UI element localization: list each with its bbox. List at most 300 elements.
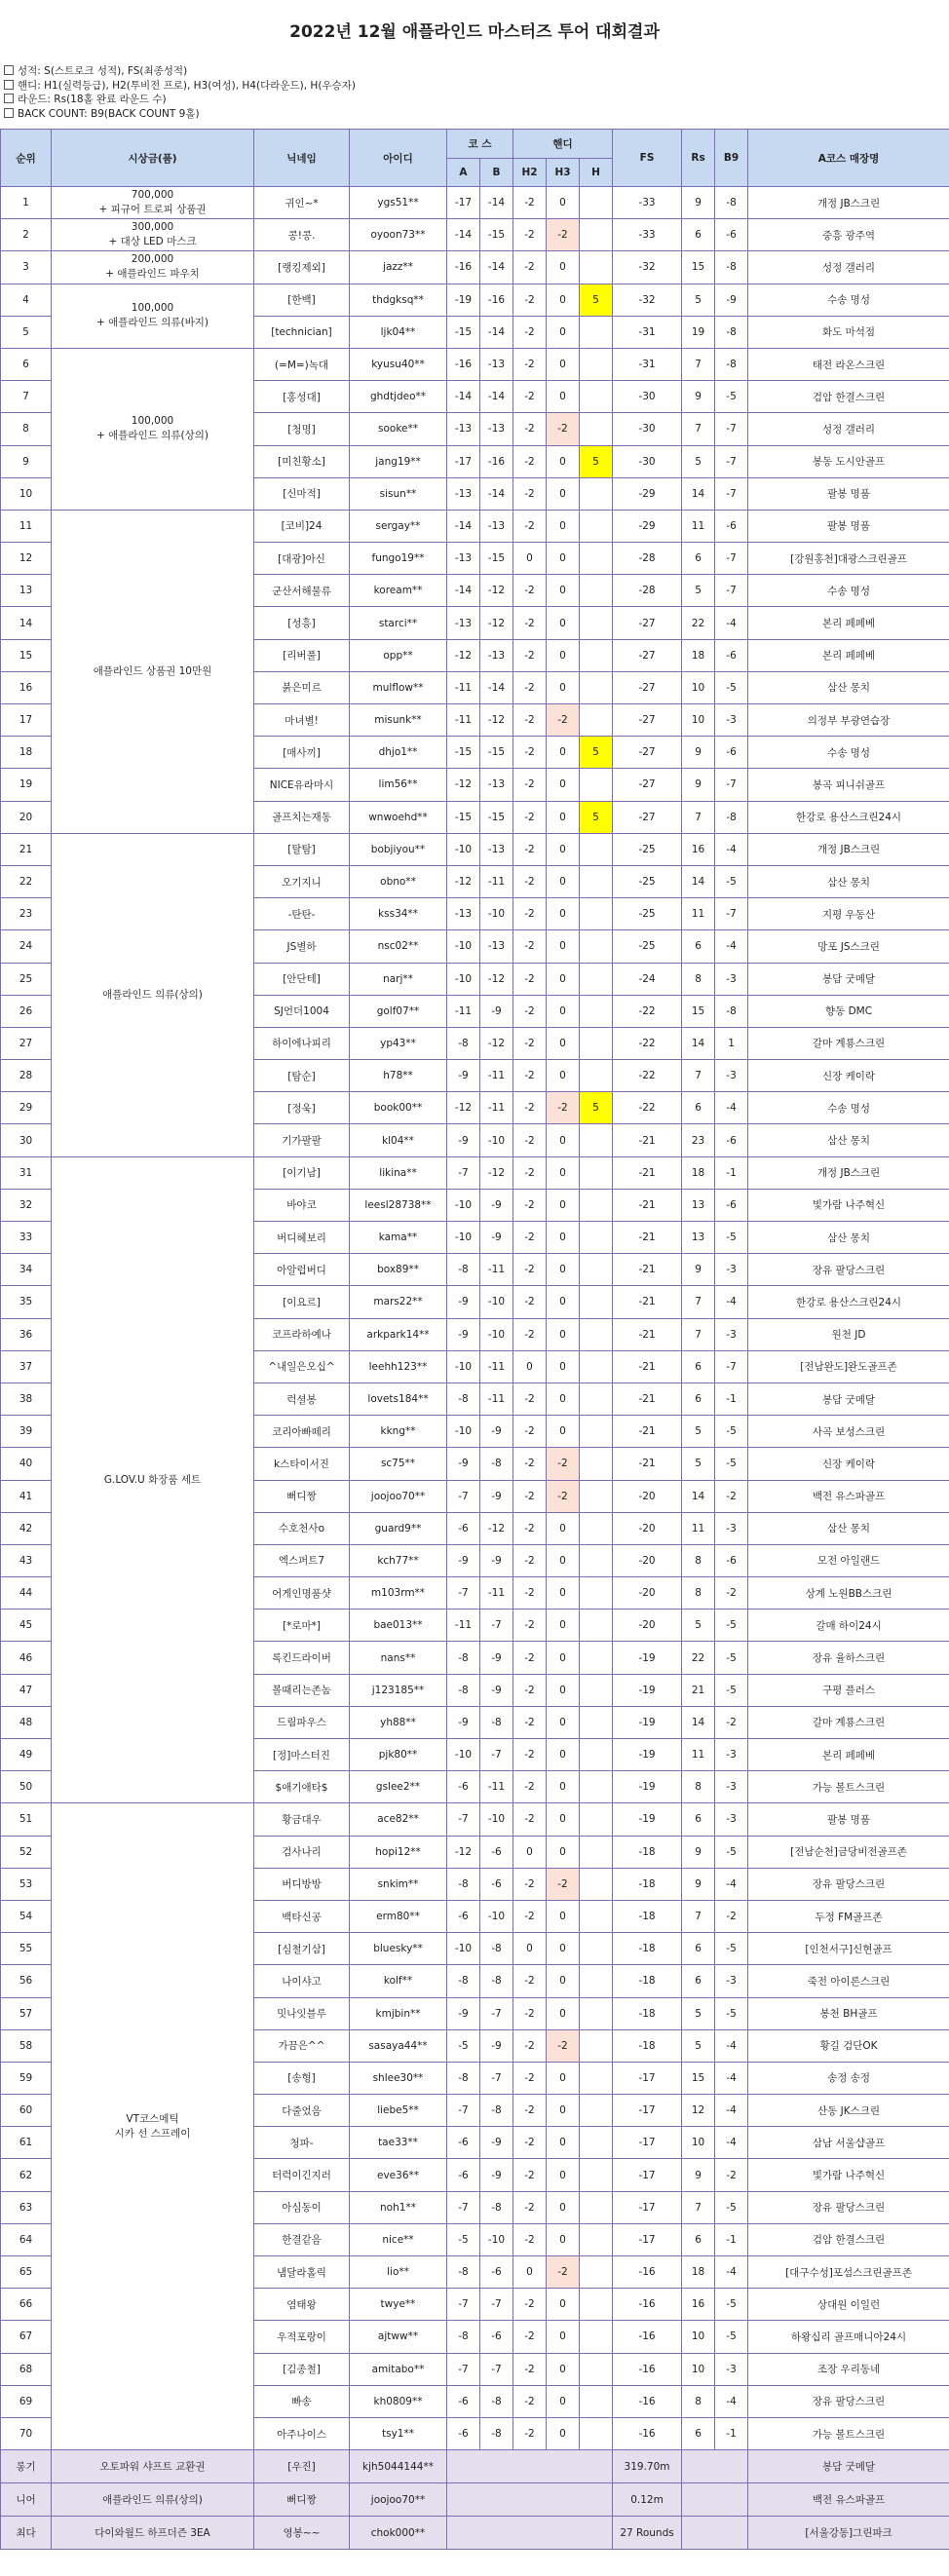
table-row (1, 1803, 949, 1836)
nickname-cell: [대광]아신 (254, 543, 350, 575)
fs-cell: -24 (613, 963, 682, 995)
fs-cell: -18 (613, 1900, 682, 1932)
rank-cell: 54 (1, 1900, 52, 1932)
table-row (1, 251, 949, 284)
handi-h2-cell: -2 (513, 963, 547, 995)
handi-h3-cell: 0 (547, 1739, 580, 1771)
nickname-cell: [탐순] (254, 1060, 350, 1092)
score-a-cell: -12 (447, 1092, 480, 1124)
handi-h2-cell: -2 (513, 995, 547, 1027)
handi-h3-cell: 0 (547, 1222, 580, 1254)
rank-cell: 1 (1, 187, 52, 219)
b9-cell: -6 (715, 1189, 748, 1221)
score-a-cell: -15 (447, 737, 480, 769)
handi-h-cell (580, 1868, 613, 1900)
id-cell: kmjbin** (350, 1997, 447, 2029)
b9-cell: -4 (715, 607, 748, 639)
fs-cell: -28 (613, 575, 682, 607)
store-cell: 수송 명성 (748, 575, 949, 607)
handi-h3-cell: 0 (547, 995, 580, 1027)
handi-h-cell (580, 833, 613, 865)
score-b-cell: -7 (480, 2062, 513, 2094)
fs-cell: -25 (613, 833, 682, 865)
rank-cell: 67 (1, 2321, 52, 2353)
store-cell: 의정부 부광연습장 (748, 704, 949, 737)
score-a-cell: -6 (447, 2159, 480, 2191)
fs-cell: -18 (613, 2029, 682, 2062)
handi-h-cell (580, 187, 613, 219)
score-b-cell: -7 (480, 2289, 513, 2321)
nickname-cell: [송형] (254, 2062, 350, 2094)
store-cell: 빛가람 나주혁신 (748, 2159, 949, 2191)
nickname-cell: [탈탐] (254, 833, 350, 865)
score-a-cell: -8 (447, 1027, 480, 1059)
award-store-cell: 백전 유스파골프 (748, 2483, 949, 2517)
fs-cell: -27 (613, 737, 682, 769)
rank-cell: 14 (1, 607, 52, 639)
rank-cell: 7 (1, 381, 52, 413)
store-cell: 중흥 광주역 (748, 219, 949, 251)
id-cell: bobjiyou** (350, 833, 447, 865)
handi-h-cell (580, 413, 613, 445)
rank-cell: 45 (1, 1610, 52, 1642)
id-cell: golf07** (350, 995, 447, 1027)
b9-cell: -4 (715, 1286, 748, 1318)
id-cell: shlee30** (350, 2062, 447, 2094)
id-cell: guard9** (350, 1512, 447, 1544)
rank-cell: 27 (1, 1027, 52, 1059)
table-row (1, 219, 949, 251)
score-a-cell: -7 (447, 1577, 480, 1610)
fs-cell: -27 (613, 801, 682, 833)
handi-h-cell (580, 1124, 613, 1156)
handi-h3-cell: 0 (547, 1318, 580, 1350)
handi-h-cell (580, 639, 613, 671)
rs-cell: 6 (682, 1383, 715, 1415)
handi-h-cell (580, 1803, 613, 1836)
handi-h-cell: 5 (580, 445, 613, 477)
header-h2: H2 (513, 159, 547, 187)
fs-cell: -21 (613, 1222, 682, 1254)
score-b-cell: -11 (480, 865, 513, 897)
handi-h2-cell: -2 (513, 898, 547, 930)
nickname-cell: [*로마*] (254, 1610, 350, 1642)
handi-h3-cell: -2 (547, 1092, 580, 1124)
nickname-cell: [정욱] (254, 1092, 350, 1124)
handi-h2-cell: -2 (513, 1156, 547, 1189)
b9-cell: -6 (715, 1544, 748, 1576)
rs-cell: 10 (682, 671, 715, 703)
id-cell: twye** (350, 2289, 447, 2321)
prize-cell: 100,000 + 애플라인드 의류(바지) (52, 284, 254, 348)
handi-h3-cell: 0 (547, 833, 580, 865)
b9-cell: -4 (715, 833, 748, 865)
handi-h3-cell: 0 (547, 2095, 580, 2127)
handi-h2-cell: -2 (513, 1997, 547, 2029)
nickname-cell: [이요르] (254, 1286, 350, 1318)
nickname-cell: 군산서해물류 (254, 575, 350, 607)
fs-cell: -33 (613, 187, 682, 219)
fs-cell: -19 (613, 1771, 682, 1803)
handi-h2-cell: -2 (513, 769, 547, 801)
score-a-cell: -5 (447, 2029, 480, 2062)
nickname-cell: 버디헤보리 (254, 1222, 350, 1254)
handi-h-cell (580, 1610, 613, 1642)
fs-cell: -16 (613, 2256, 682, 2289)
rank-cell: 68 (1, 2353, 52, 2385)
b9-cell: -8 (715, 251, 748, 284)
b9-cell: -1 (715, 2417, 748, 2449)
handi-h3-cell: 0 (547, 1189, 580, 1221)
store-cell: 산동 JK스크린 (748, 2095, 949, 2127)
score-b-cell: -12 (480, 1027, 513, 1059)
handi-h3-cell: 0 (547, 930, 580, 963)
handi-h2-cell: -2 (513, 1448, 547, 1480)
fs-cell: -20 (613, 1512, 682, 1544)
rs-cell: 9 (682, 737, 715, 769)
rs-cell: 11 (682, 898, 715, 930)
fs-cell: -21 (613, 1350, 682, 1383)
id-cell: kkng** (350, 1416, 447, 1448)
handi-h-cell: 5 (580, 737, 613, 769)
nickname-cell: 아주나이스 (254, 2417, 350, 2449)
store-cell: 삼산 몽치 (748, 1124, 949, 1156)
header-rank: 순위 (1, 130, 52, 187)
store-cell: 화도 마석점 (748, 316, 949, 348)
score-b-cell: -14 (480, 671, 513, 703)
store-cell: 본리 페페베 (748, 607, 949, 639)
rank-cell: 22 (1, 865, 52, 897)
b9-cell: -3 (715, 1318, 748, 1350)
id-cell: pjk80** (350, 1739, 447, 1771)
id-cell: tsy1** (350, 2417, 447, 2449)
fs-cell: -17 (613, 2191, 682, 2223)
rs-cell: 10 (682, 2353, 715, 2385)
handi-h2-cell: -2 (513, 865, 547, 897)
b9-cell: -8 (715, 995, 748, 1027)
score-a-cell: -12 (447, 639, 480, 671)
rank-cell: 34 (1, 1254, 52, 1286)
store-cell: 조장 우리동네 (748, 2353, 949, 2385)
handi-h-cell (580, 1577, 613, 1610)
b9-cell: -5 (715, 1933, 748, 1965)
handi-h-cell (580, 963, 613, 995)
rank-cell: 63 (1, 2191, 52, 2223)
b9-cell: -3 (715, 704, 748, 737)
rank-cell: 43 (1, 1544, 52, 1576)
handi-h3-cell: 0 (547, 963, 580, 995)
award-empty-cell (682, 2517, 748, 2550)
legend-item: 라운드: Rs(18홀 완료 라운드 수) (4, 93, 949, 107)
score-b-cell: -11 (480, 1092, 513, 1124)
handi-h2-cell: -2 (513, 1318, 547, 1350)
store-cell: 팔봉 명품 (748, 1803, 949, 1836)
award-prize-cell: 다이와월드 하프더즌 3EA (52, 2517, 254, 2550)
b9-cell: -6 (715, 219, 748, 251)
score-a-cell: -9 (447, 1060, 480, 1092)
score-a-cell: -8 (447, 2062, 480, 2094)
nickname-cell: 엑스퍼트7 (254, 1544, 350, 1576)
b9-cell: -1 (715, 1156, 748, 1189)
rank-cell: 23 (1, 898, 52, 930)
nickname-cell: 코프라하예나 (254, 1318, 350, 1350)
rs-cell: 14 (682, 865, 715, 897)
rs-cell: 5 (682, 445, 715, 477)
handi-h2-cell: -2 (513, 1060, 547, 1092)
handi-h2-cell: 0 (513, 2256, 547, 2289)
handi-h-cell (580, 1286, 613, 1318)
store-cell: 황길 검단OK (748, 2029, 949, 2062)
score-b-cell: -13 (480, 510, 513, 542)
store-cell: 수송 명성 (748, 1092, 949, 1124)
handi-h-cell (580, 1642, 613, 1674)
handi-h2-cell: -2 (513, 2321, 547, 2353)
handi-h2-cell: -2 (513, 219, 547, 251)
id-cell: j123185** (350, 1674, 447, 1706)
header-store: A코스 매장명 (748, 130, 949, 187)
handi-h-cell (580, 1156, 613, 1189)
id-cell: box89** (350, 1254, 447, 1286)
nickname-cell: [홍성대] (254, 381, 350, 413)
rs-cell: 7 (682, 1318, 715, 1350)
handi-h2-cell: -2 (513, 2127, 547, 2159)
handi-h3-cell: 0 (547, 284, 580, 316)
score-a-cell: -14 (447, 510, 480, 542)
handi-h3-cell: 0 (547, 1933, 580, 1965)
nickname-cell: 버디방방 (254, 1868, 350, 1900)
handi-h2-cell: -2 (513, 477, 547, 510)
fs-cell: -29 (613, 510, 682, 542)
rs-cell: 14 (682, 1027, 715, 1059)
score-b-cell: -9 (480, 2029, 513, 2062)
score-a-cell: -10 (447, 1350, 480, 1383)
score-b-cell: -11 (480, 1383, 513, 1415)
b9-cell: -5 (715, 2289, 748, 2321)
b9-cell: -4 (715, 2095, 748, 2127)
id-cell: narj** (350, 963, 447, 995)
award-empty-cell (682, 2483, 748, 2517)
handi-h-cell (580, 769, 613, 801)
nickname-cell: 나이샤고 (254, 1965, 350, 1997)
prize-cell: 애플라인드 상품권 10만원 (52, 510, 254, 833)
id-cell: thdgksq** (350, 284, 447, 316)
prize-cell: 700,000 + 피규어 트로피 상품권 (52, 187, 254, 219)
store-cell: 장유 율하스크린 (748, 1642, 949, 1674)
handi-h2-cell: -2 (513, 833, 547, 865)
rs-cell: 11 (682, 510, 715, 542)
header-b: B (480, 159, 513, 187)
handi-h2-cell: -2 (513, 801, 547, 833)
rs-cell: 5 (682, 575, 715, 607)
handi-h-cell (580, 2289, 613, 2321)
b9-cell: -6 (715, 639, 748, 671)
header-rs: Rs (682, 130, 715, 187)
id-cell: dhjo1** (350, 737, 447, 769)
nickname-cell: 마녀별! (254, 704, 350, 737)
score-b-cell: -6 (480, 2321, 513, 2353)
handi-h2-cell: -2 (513, 671, 547, 703)
handi-h3-cell: 0 (547, 2159, 580, 2191)
score-b-cell: -14 (480, 316, 513, 348)
handi-h3-cell: -2 (547, 219, 580, 251)
b9-cell: -3 (715, 2353, 748, 2385)
table-body (1, 187, 949, 2450)
handi-h2-cell: -2 (513, 1254, 547, 1286)
handi-h-cell: 5 (580, 801, 613, 833)
nickname-cell: [신마적] (254, 477, 350, 510)
handi-h3-cell: -2 (547, 704, 580, 737)
store-cell: 한강로 용산스크린24시 (748, 801, 949, 833)
rs-cell: 13 (682, 1189, 715, 1221)
nickname-cell: 터럭이긴지러 (254, 2159, 350, 2191)
id-cell: kyusu40** (350, 348, 447, 380)
page-title: 2022년 12월 애플라인드 마스터즈 투어 대회결과 (289, 22, 660, 42)
table-header (1, 130, 949, 187)
rs-cell: 6 (682, 1933, 715, 1965)
rank-cell: 49 (1, 1739, 52, 1771)
score-a-cell: -13 (447, 413, 480, 445)
header-h: H (580, 159, 613, 187)
score-a-cell: -5 (447, 2223, 480, 2255)
handi-h3-cell: 0 (547, 1383, 580, 1415)
nickname-cell: $애기애타$ (254, 1771, 350, 1803)
b9-cell: -5 (715, 2321, 748, 2353)
id-cell: lio** (350, 2256, 447, 2289)
fs-cell: -20 (613, 1577, 682, 1610)
b9-cell: -2 (715, 2159, 748, 2191)
score-b-cell: -15 (480, 543, 513, 575)
award-label-cell: 니어 (1, 2483, 52, 2517)
handi-h3-cell: 0 (547, 1642, 580, 1674)
score-a-cell: -17 (447, 187, 480, 219)
header-h3: H3 (547, 159, 580, 187)
fs-cell: -33 (613, 219, 682, 251)
fs-cell: -17 (613, 2062, 682, 2094)
handi-h3-cell: -2 (547, 413, 580, 445)
id-cell: joojoo70** (350, 1480, 447, 1512)
nickname-cell: [한백] (254, 284, 350, 316)
fs-cell: -16 (613, 2385, 682, 2417)
handi-h-cell (580, 477, 613, 510)
rank-cell: 42 (1, 1512, 52, 1544)
handi-h2-cell: -2 (513, 2353, 547, 2385)
score-b-cell: -8 (480, 1706, 513, 1738)
rank-cell: 6 (1, 348, 52, 380)
rank-cell: 12 (1, 543, 52, 575)
score-a-cell: -10 (447, 963, 480, 995)
score-b-cell: -14 (480, 187, 513, 219)
nickname-cell: 우적포랑이 (254, 2321, 350, 2353)
score-b-cell: -6 (480, 1868, 513, 1900)
rank-cell: 26 (1, 995, 52, 1027)
score-b-cell: -8 (480, 1448, 513, 1480)
award-value-cell: 319.70m (613, 2450, 682, 2483)
store-cell: 본리 페페베 (748, 1739, 949, 1771)
id-cell: tae33** (350, 2127, 447, 2159)
rs-cell: 19 (682, 316, 715, 348)
rank-cell: 60 (1, 2095, 52, 2127)
score-a-cell: -15 (447, 801, 480, 833)
rank-cell: 39 (1, 1416, 52, 1448)
id-cell: oyoon73** (350, 219, 447, 251)
handi-h2-cell: -2 (513, 607, 547, 639)
b9-cell: -3 (715, 1771, 748, 1803)
id-cell: nice** (350, 2223, 447, 2255)
b9-cell: -8 (715, 801, 748, 833)
handi-h3-cell: 0 (547, 251, 580, 284)
store-cell: 봉동 도시안골프 (748, 445, 949, 477)
nickname-cell: (=M=)녹대 (254, 348, 350, 380)
handi-h-cell (580, 1739, 613, 1771)
score-a-cell: -10 (447, 930, 480, 963)
rs-cell: 9 (682, 2159, 715, 2191)
award-prize-cell: 오토파워 샤프트 교환권 (52, 2450, 254, 2483)
handi-h-cell (580, 2191, 613, 2223)
score-b-cell: -11 (480, 1060, 513, 1092)
score-a-cell: -9 (447, 1286, 480, 1318)
score-b-cell: -8 (480, 2385, 513, 2417)
score-a-cell: -7 (447, 2289, 480, 2321)
rank-cell: 65 (1, 2256, 52, 2289)
nickname-cell: 코리아빠떼리 (254, 1416, 350, 1448)
rs-cell: 6 (682, 219, 715, 251)
store-cell: 두정 FM골프존 (748, 1900, 949, 1932)
score-b-cell: -15 (480, 801, 513, 833)
id-cell: sisun** (350, 477, 447, 510)
handi-h3-cell: 0 (547, 2321, 580, 2353)
handi-h3-cell: 0 (547, 543, 580, 575)
handi-h2-cell: -2 (513, 1803, 547, 1836)
score-a-cell: -10 (447, 1739, 480, 1771)
score-b-cell: -12 (480, 963, 513, 995)
score-a-cell: -8 (447, 1965, 480, 1997)
handi-h2-cell: -2 (513, 2029, 547, 2062)
rs-cell: 6 (682, 1965, 715, 1997)
handi-h-cell (580, 607, 613, 639)
nickname-cell: 황금대우 (254, 1803, 350, 1836)
handi-h3-cell: 0 (547, 445, 580, 477)
store-cell: 갈매 하이24시 (748, 1610, 949, 1642)
score-a-cell: -10 (447, 1933, 480, 1965)
handi-h-cell (580, 1900, 613, 1932)
score-b-cell: -10 (480, 1286, 513, 1318)
b9-cell: -7 (715, 898, 748, 930)
rank-cell: 52 (1, 1836, 52, 1868)
handi-h2-cell: -2 (513, 930, 547, 963)
id-cell: sc75** (350, 1448, 447, 1480)
handi-h2-cell: -2 (513, 1512, 547, 1544)
table-row (1, 1156, 949, 1189)
id-cell: kolf** (350, 1965, 447, 1997)
fs-cell: -19 (613, 1706, 682, 1738)
fs-cell: -27 (613, 704, 682, 737)
b9-cell: -3 (715, 1965, 748, 1997)
rank-cell: 35 (1, 1286, 52, 1318)
rank-cell: 38 (1, 1383, 52, 1415)
id-cell: kh0809** (350, 2385, 447, 2417)
id-cell: jang19** (350, 445, 447, 477)
id-cell: kama** (350, 1222, 447, 1254)
header-id: 아이디 (350, 130, 447, 187)
nickname-cell: k스타이서진 (254, 1448, 350, 1480)
rs-cell: 8 (682, 1544, 715, 1576)
score-a-cell: -14 (447, 381, 480, 413)
store-cell: 장유 팔당스크린 (748, 2385, 949, 2417)
handi-h3-cell: 0 (547, 1350, 580, 1383)
fs-cell: -17 (613, 2223, 682, 2255)
rs-cell: 7 (682, 801, 715, 833)
score-b-cell: -6 (480, 1836, 513, 1868)
